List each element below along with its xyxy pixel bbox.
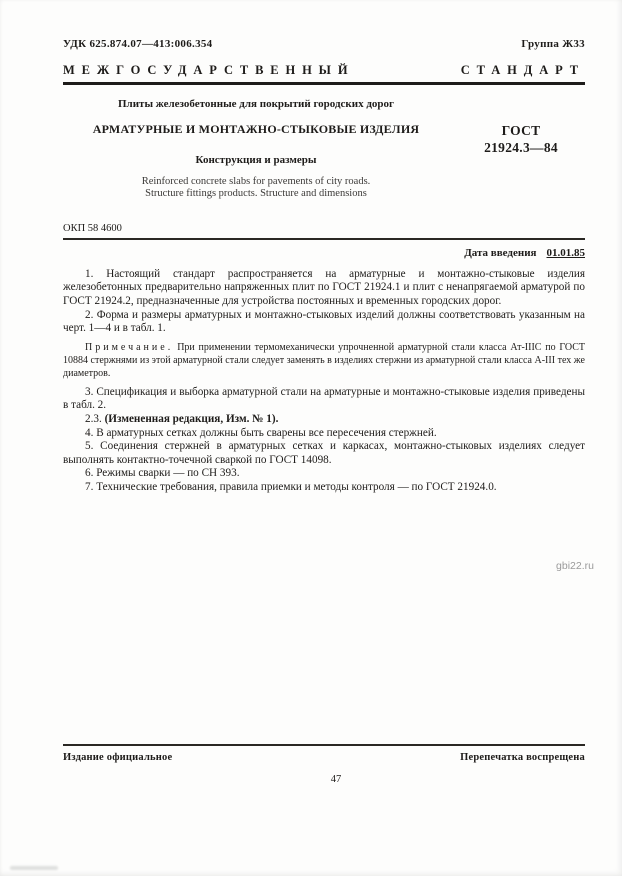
document-subtitle: Конструкция и размеры xyxy=(195,154,317,166)
classification-row xyxy=(63,38,585,50)
standard-type-word2: СТАНДАРТ xyxy=(460,63,585,77)
document-title-english xyxy=(63,176,449,201)
header-divider xyxy=(63,82,585,85)
page-content xyxy=(63,0,585,494)
standard-type-heading xyxy=(63,63,585,78)
title-column xyxy=(63,97,457,201)
udk-code: УДК 625.874.07—413:006.354 xyxy=(63,38,213,50)
document-title-english-line1: Reinforced concrete slabs for pavements of city roads. xyxy=(141,176,371,187)
document-title-english-line2: Structure fittings products. Structure and dimensions xyxy=(145,188,367,200)
date-label: Дата введения xyxy=(464,246,537,259)
paragraph-note xyxy=(63,341,585,380)
standard-type-word1: МЕЖГОСУДАРСТВЕННЫЙ xyxy=(63,63,355,77)
paragraph-5: 5. Соединения стержней в арматурных сетках и каркасах, монтажно-стыковых изделиях следует выполнять контактно-точечной сваркой по ГОСТ 14098. xyxy=(63,440,585,466)
document-subject: Плиты железобетонные для покрытий городских дорог xyxy=(117,98,395,110)
gost-number: 21924.3—84 xyxy=(484,139,558,155)
paragraph-4: 4. В арматурных сетках должны быть сварены все пересечения стержней. xyxy=(85,426,437,439)
okp-code: ОКП 58 4600 xyxy=(63,222,122,234)
footer-row xyxy=(63,752,585,763)
paragraph-2-3-number: 2.3. xyxy=(85,412,105,425)
gost-label: ГОСТ xyxy=(501,123,541,138)
paragraph-2-3 xyxy=(63,413,585,427)
group-code: Группа Ж33 xyxy=(521,38,585,50)
title-block xyxy=(63,97,585,201)
paragraph-1: 1. Настоящий стандарт распространяется на арматурные и монтажно-стыковые изделия железобетонных предварительно напряженных плит по ГОСТ 21924.1 и плит с ненапрягаемой арматурой по ГОСТ 21924.2, предназначенные для устройства постоянных и временных городских дорог. xyxy=(63,267,585,307)
date-value: 01.01.85 xyxy=(546,246,585,259)
paragraph-3: 3. Спецификация и выборка арматурной стали на арматурные и монтажно-стыковые изделия приведены в табл. 2. xyxy=(63,385,585,412)
note-label: Примечание. xyxy=(85,341,174,353)
paragraph-6: 6. Режимы сварки — по СН 393. xyxy=(85,467,240,480)
reprint-prohibited-label: Перепечатка воспрещена xyxy=(460,752,585,763)
paragraph-2-3-amendment: (Измененная редакция, Изм. № 1). xyxy=(104,412,279,425)
introduction-date xyxy=(63,247,585,259)
note-text: При применении термомеханически упрочненной арматурной стали класса Ат-IIIС по ГОСТ 10884 стержнями из этой арматурной стали следует заменять в изделиях стержни из арматурной стали класса А-III тех же диаметров. xyxy=(63,341,585,379)
document-body xyxy=(63,268,585,495)
paragraph-2: 2. Форма и размеры арматурных и монтажно-стыковых изделий должны соответствовать указанным на черт. 1—4 и в табл. 1. xyxy=(63,308,585,335)
scan-artifact xyxy=(10,866,58,870)
page-number: 47 xyxy=(330,774,342,785)
footer-divider xyxy=(63,744,585,746)
site-watermark: gbi22.ru xyxy=(556,560,594,572)
document-title: АРМАТУРНЫЕ И МОНТАЖНО-СТЫКОВЫЕ ИЗДЕЛИЯ xyxy=(92,122,420,136)
paragraph-7: 7. Технические требования, правила приемки и методы контроля — по ГОСТ 21924.0. xyxy=(85,480,497,493)
official-edition-label: Издание официальное xyxy=(63,752,173,763)
okp-divider xyxy=(63,238,585,240)
gost-designation xyxy=(457,123,585,201)
